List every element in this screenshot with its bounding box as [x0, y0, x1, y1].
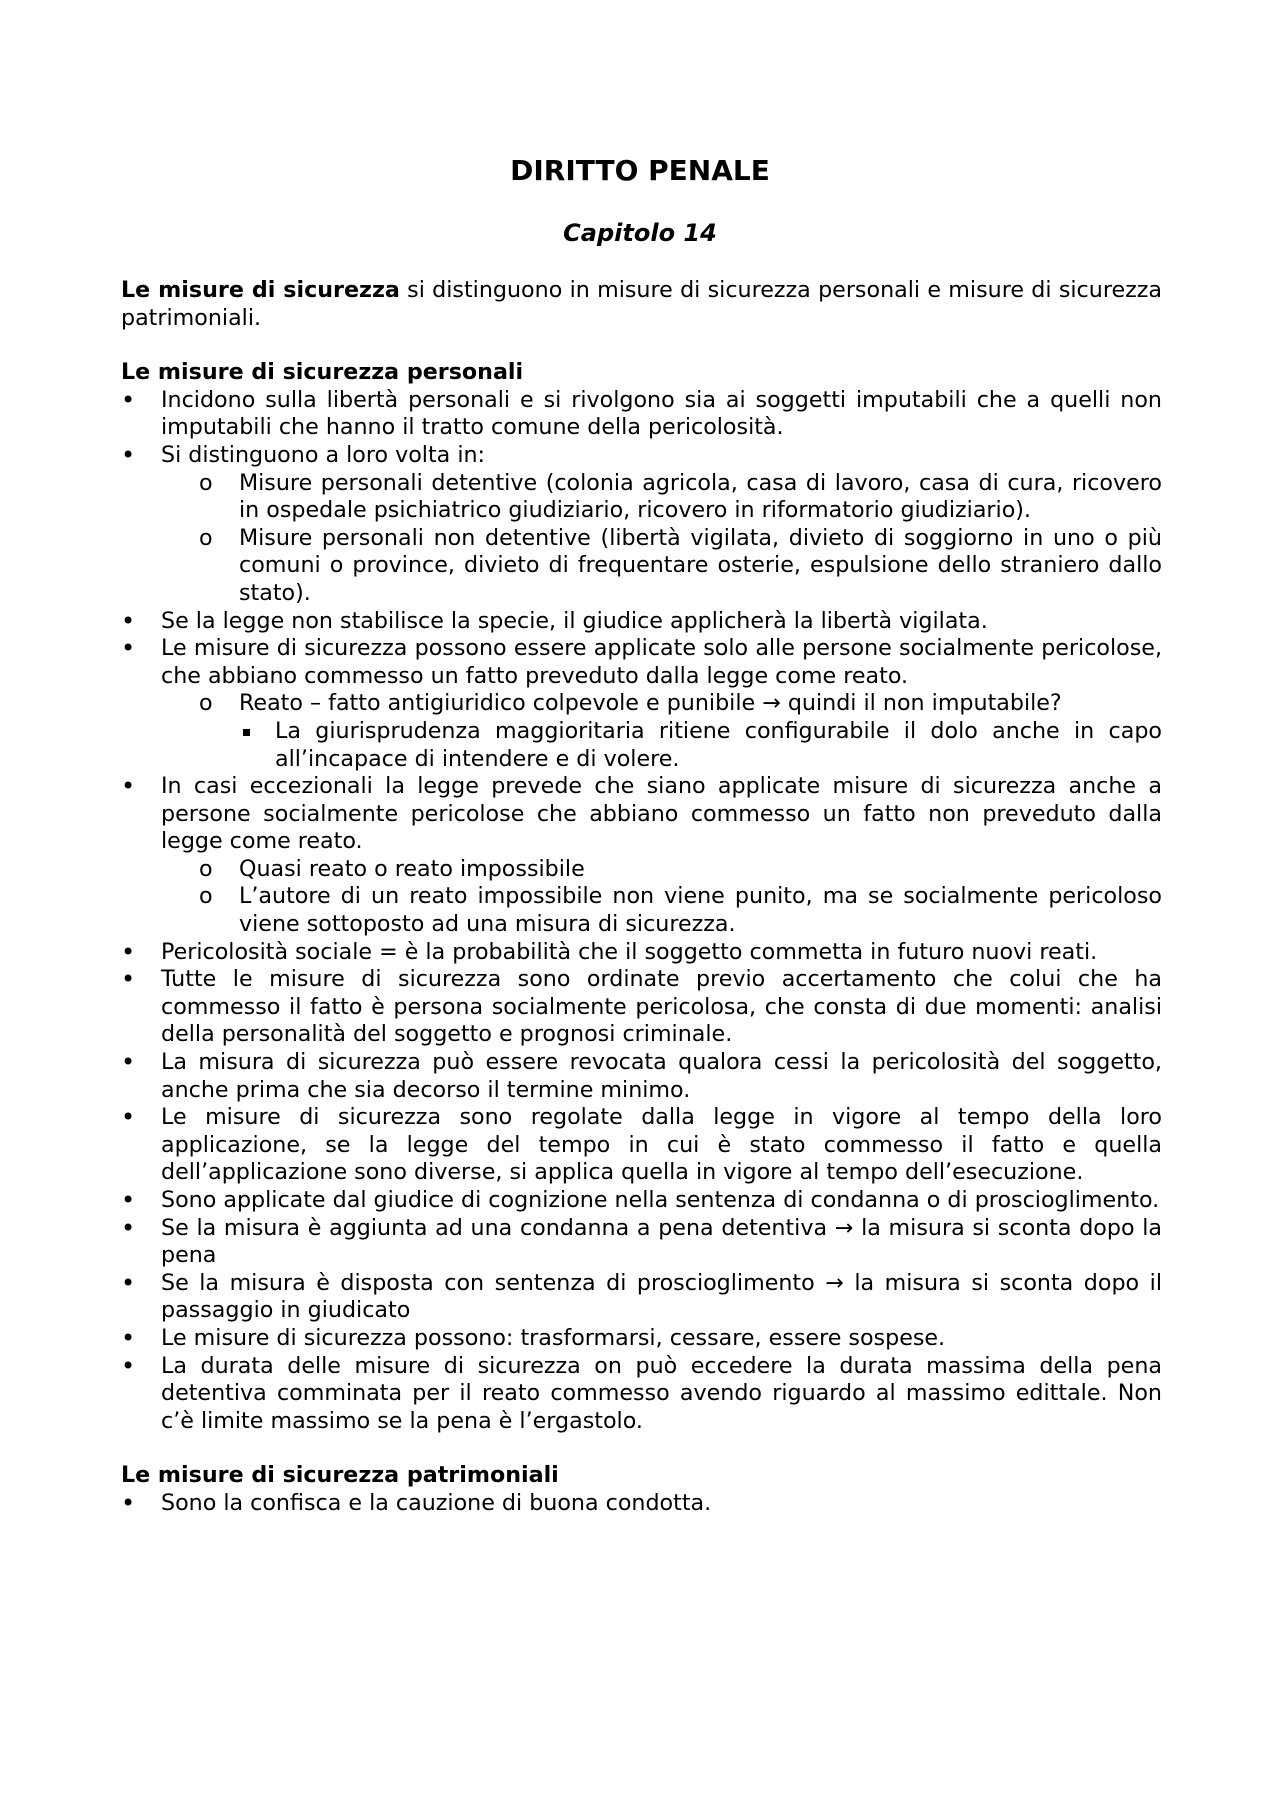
sub-list-item: o L’autore di un reato impossibile non viene punito, ma se socialmente pericoloso viene sottoposto ad una misura di sicurezza.: [199, 883, 1162, 938]
list-item: • In casi eccezionali la legge prevede che siano applicate misure di sicurezza anche a persone socialmente pericolose che abbiano commesso un fatto non preveduto dalla legge come reato. o Quasi reato o reato impossibile o L’autore di un reato impossibile non viene punito, ma se socialmente pericoloso viene sottoposto ad una misura di sicurezza.: [121, 773, 1162, 939]
sublist: [199, 470, 1162, 608]
bullet-marker: [121, 1104, 145, 1133]
list-item: • La misura di sicurezza può essere revocata qualora cessi la pericolosità del soggetto, anche prima che sia decorso il termine minimo.: [121, 1049, 1162, 1104]
bullet-marker: [121, 1215, 145, 1244]
list-item: • Si distinguono a loro volta in: o Misure personali detentive (colonia agricola, casa di lavoro, casa di cura, ricovero in ospedale psichiatrico giudiziario, ricovero in riformatorio giudiziario). o Misure personali non detentive (libertà vigilata, divieto di soggiorno in uno o più comuni o province, divieto di frequentare osterie, espulsione dello straniero dallo stato).: [121, 442, 1162, 608]
sub-list-item: o Misure personali non detentive (libertà vigilata, divieto di soggiorno in uno o più comuni o province, divieto di frequentare osterie, espulsione dello straniero dallo stato).: [199, 525, 1162, 608]
bullet-marker: [121, 939, 145, 968]
list-item: • Le misure di sicurezza possono: trasformarsi, cessare, essere sospese.: [121, 1325, 1162, 1353]
sublist: [199, 856, 1162, 939]
section-heading-patrimoniali: Le misure di sicurezza patrimoniali: [121, 1462, 559, 1489]
sub-list-item: o Misure personali detentive (colonia agricola, casa di lavoro, casa di cura, ricovero in ospedale psichiatrico giudiziario, ricovero in riformatorio giudiziario).: [199, 470, 1162, 525]
list-item: • Incidono sulla libertà personali e si rivolgono sia ai soggetti imputabili che a quelli non imputabili che hanno il tratto comune della pericolosità.: [121, 387, 1162, 442]
list-item: • Le misure di sicurezza possono essere applicate solo alle persone socialmente pericolose, che abbiano commesso un fatto preveduto dalla legge come reato. o Reato – fatto antigiuridico colpevole e punibile → quindi il non imputabile? La giurisprudenza maggioritaria ritiene configurabile il dolo anche in capo all’incapace di intendere e di volere.: [121, 635, 1162, 773]
bullet-marker: [121, 387, 145, 416]
circle-marker: [199, 690, 223, 718]
sub-list-item: o Quasi reato o reato impossibile: [199, 856, 1162, 884]
bullet-marker: [121, 635, 145, 664]
bullet-marker: [121, 773, 145, 802]
patrimoniali-list: [121, 1490, 1162, 1518]
bullet-marker: [121, 966, 145, 995]
bullet-marker: [121, 1353, 145, 1382]
personali-list: [121, 387, 1162, 1436]
list-item: • Sono applicate dal giudice di cognizione nella sentenza di condanna o di proscioglimento.: [121, 1187, 1162, 1215]
intro-paragraph: [121, 277, 1162, 332]
list-item: • Se la misura è aggiunta ad una condanna a pena detentiva → la misura si sconta dopo la pena: [121, 1215, 1162, 1270]
sublist: [199, 690, 1162, 773]
chapter-title: Capitolo 14: [563, 219, 717, 247]
document-body: [121, 277, 1162, 1518]
subsublist: [239, 718, 1162, 773]
bullet-marker: [121, 442, 145, 471]
square-marker: [243, 729, 250, 736]
document-title: DIRITTO PENALE: [510, 154, 770, 187]
bullet-marker: [121, 1049, 145, 1078]
section-heading-personali: Le misure di sicurezza personali: [121, 359, 524, 386]
circle-marker: [199, 883, 223, 911]
intro-bold-lead: Le misure di sicurezza: [121, 277, 400, 303]
circle-marker: [199, 856, 223, 884]
bullet-marker: [121, 608, 145, 637]
list-item: • Se la legge non stabilisce la specie, il giudice applicherà la libertà vigilata.: [121, 608, 1162, 636]
bullet-marker: [121, 1490, 145, 1519]
bullet-marker: [121, 1325, 145, 1354]
subsub-list-item: La giurisprudenza maggioritaria ritiene configurabile il dolo anche in capo all’incapace di intendere e di volere.: [239, 718, 1162, 773]
sub-list-item: o Reato – fatto antigiuridico colpevole e punibile → quindi il non imputabile? La giurisprudenza maggioritaria ritiene configurabile il dolo anche in capo all’incapace di intendere e di volere.: [199, 690, 1162, 773]
list-item: • Tutte le misure di sicurezza sono ordinate previo accertamento che colui che ha commesso il fatto è persona socialmente pericolosa, che consta di due momenti: analisi della personalità del soggetto e prognosi criminale.: [121, 966, 1162, 1049]
circle-marker: [199, 525, 223, 553]
bullet-marker: [121, 1187, 145, 1216]
list-item: • Pericolosità sociale = è la probabilità che il soggetto commetta in futuro nuovi reati.: [121, 939, 1162, 967]
circle-marker: [199, 470, 223, 498]
list-item: • La durata delle misure di sicurezza on può eccedere la durata massima della pena detentiva comminata per il reato commesso avendo riguardo al massimo edittale. Non c’è limite massimo se la pena è l’ergastolo.: [121, 1353, 1162, 1436]
list-item: • Se la misura è disposta con sentenza di proscioglimento → la misura si sconta dopo il passaggio in giudicato: [121, 1270, 1162, 1325]
list-item: • Le misure di sicurezza sono regolate dalla legge in vigore al tempo della loro applicazione, se la legge del tempo in cui è stato commesso il fatto e quella dell’applicazione sono diverse, si applica quella in vigore al tempo dell’esecuzione.: [121, 1104, 1162, 1187]
intro-text: si distinguono in misure di sicurezza personali e misure di sicurezza patrimoniali.: [121, 277, 1162, 331]
list-item: • Sono la confisca e la cauzione di buona condotta.: [121, 1490, 1162, 1518]
bullet-marker: [121, 1270, 145, 1299]
